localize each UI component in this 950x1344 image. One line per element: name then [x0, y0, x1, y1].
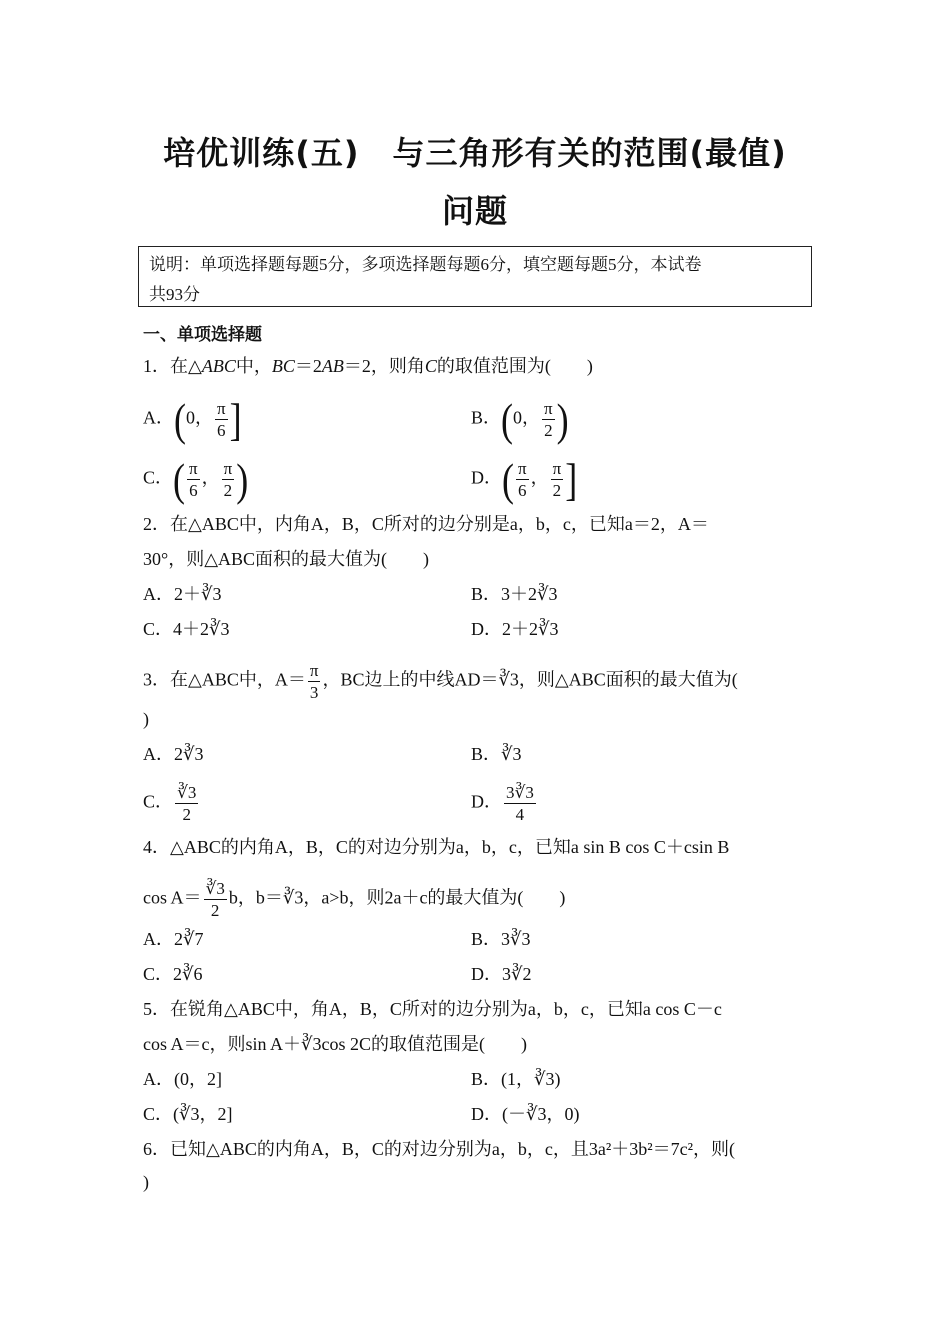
q2-stem-line2: 30°，则△ABC面积的最大值为( ) — [143, 549, 430, 569]
q5-stem-line2: cos A＝c，则sin A＋∛3cos 2C的取值范围是( ) — [143, 1034, 527, 1054]
q6-stem-line1: 6．已知△ABC的内角A，B，C的对边分别为a，b，c，且3a²＋3b²＝7c²，则( — [143, 1139, 736, 1159]
page-title: 培优训练(五) 与三角形有关的范围(最值) — [163, 134, 787, 172]
q2-stem-line1: 2．在△ABC中，内角A，B，C所对的边分别是a，b，c，已知a＝2，A＝ — [143, 514, 709, 534]
q4-option-d[interactable]: D．3∛2 — [471, 964, 532, 984]
q3-option-c[interactable]: C． $\frac{∛3}{2}$ — [143, 783, 197, 824]
q3-stem-line2: ) — [143, 709, 149, 729]
instructions-box — [138, 246, 812, 307]
q2-option-c[interactable]: C．4＋2∛3 — [143, 619, 230, 639]
q5-stem-line1: 5．在锐角△ABC中，角A，B，C所对的边分别为a，b，c，已知a cos C－c — [143, 999, 722, 1019]
q4-stem-line1: 4．△ABC的内角A，B，C的对边分别为a，b，c，已知a sin B cos C＋csin B — [143, 837, 730, 857]
q5-option-a[interactable]: A．(0，2] — [143, 1069, 222, 1089]
q3-stem-line1: 3．在△ABC中，A＝ $\frac{\pi}{3}$ ，BC边上的中线AD＝∛3，则△ABC面积的最大值为( — [143, 661, 738, 702]
q4-stem-line2: cos A＝ $\frac{∛3}{2}$ b，b＝∛3，a>b，则2a＋c的最大值为( ) — [143, 879, 566, 920]
q2-option-a[interactable]: A．2＋∛3 — [143, 584, 222, 604]
q5-option-d[interactable]: D．(－∛3，0) — [471, 1104, 580, 1124]
page-title-line2: 问题 — [441, 192, 508, 230]
q4-option-c[interactable]: C．2∛6 — [143, 964, 203, 984]
section-heading: 一、单项选择题 — [143, 325, 262, 345]
q1-stem: 1．在△ABC中，BC＝2AB＝2，则角C的取值范围为( ) — [143, 356, 593, 376]
q3-option-d[interactable]: D． $\frac{3∛3}{4}$ — [471, 783, 534, 824]
q3-option-b[interactable]: B．∛3 — [471, 744, 522, 764]
q3-option-a[interactable]: A．2∛3 — [143, 744, 204, 764]
q1-option-c[interactable]: C．( $\frac{\pi}{6}$ ， $\frac{\pi}{2}$ ) — [143, 454, 249, 505]
q4-option-b[interactable]: B．3∛3 — [471, 929, 531, 949]
q1-option-a[interactable]: A．(0， $\frac{\pi}{6}$ ] — [143, 394, 242, 445]
q1-option-b[interactable]: B．(0， $\frac{\pi}{2}$ ) — [471, 394, 569, 445]
q1-option-d[interactable]: D．( $\frac{\pi}{6}$ ， $\frac{\pi}{2}$ ] — [471, 454, 578, 505]
q2-option-d[interactable]: D．2＋2∛3 — [471, 619, 559, 639]
q5-option-b[interactable]: B．(1，∛3) — [471, 1069, 561, 1089]
q2-option-b[interactable]: B．3＋2∛3 — [471, 584, 558, 604]
q4-option-a[interactable]: A．2∛7 — [143, 929, 204, 949]
instructions-line1: 说明：单项选择题每题5分，多项选择题每题6分，填空题每题5分，本试卷 — [149, 255, 702, 274]
instructions-line2: 共93分 — [149, 285, 200, 304]
q5-option-c[interactable]: C．(∛3，2] — [143, 1104, 233, 1124]
q6-stem-line2: ) — [143, 1172, 149, 1192]
